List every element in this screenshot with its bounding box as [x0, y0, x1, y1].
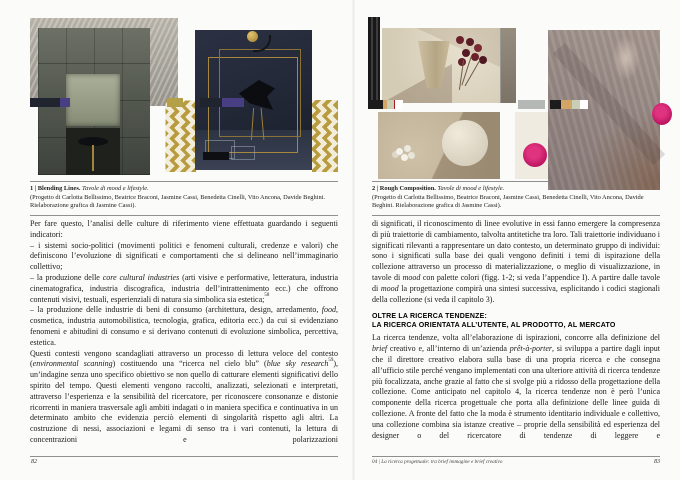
figure-caption-1: [30, 181, 338, 216]
pink-flower: [523, 143, 547, 167]
footer-rule: [30, 456, 338, 457]
running-title: 04 | La ricerca progettuale: tra brief immagine e brief creativo: [372, 459, 503, 465]
photo-edge-strip: [501, 28, 516, 103]
figure-number-title: 2 | Rough Composition.: [372, 185, 436, 192]
section-heading-line2: LA RICERCA ORIENTATA ALL’UTENTE, AL PRODOTTO, AL MERCATO: [372, 322, 616, 330]
alcove-recess: [66, 74, 120, 126]
palette-swatch: [368, 100, 383, 109]
figure-credit: (Progetto di Carlotta Bellissimo, Beatrice Braconi, Jasmine Cassi, Benedetta Cinelli, Vito Ancona, Davide Beghini. Rielaborazione grafica di Jasmine Cassi).: [372, 193, 644, 210]
palette-swatch: [167, 98, 183, 107]
body-paragraph: – la produzione delle industrie di beni di consumo (architettura, design, arredamento, food, cosmetica, industria automobilistica, tecnologia, grafica, editoria ecc.) da cui si evidenziano fenomeni e abitudini di consumo e si derivano contenuti di evoluzione simbolica, percettiva, estetica.: [30, 305, 338, 347]
page-number-left: 82: [31, 459, 37, 465]
caption-rule-bottom: [372, 215, 660, 216]
chevron-pattern-left: [165, 100, 196, 172]
footer-rule: [372, 456, 660, 457]
body-paragraph: di significati, il riconoscimento di linee evolutive in essi fanno emergere la compresenza di più traiettorie di cambiamento, talvolta antitetiche tra loro. Tali traiettorie individuano i significati rilevanti a rappresentare un dato contesto, un determinato gruppo di individui: sono i significati sulla base dei quali vengono definiti i temi di ispirazione della collezione attraverso un processo di materializzazione, o meglio di visualizzazione, in tavole di mood con palette colori (figg. 1-2; si veda l’appendice I). A partire dalle tavole di mood la progettazione compirà una sintesi successiva, esplicitando i codici stagionali della collezione (si veda il capitolo 3).: [372, 219, 660, 304]
palette-swatch: [550, 100, 561, 109]
photo-draped-figure: [548, 30, 660, 190]
caption-rule-bottom: [30, 215, 338, 216]
footer-line: [372, 459, 660, 465]
body-text-right: [372, 219, 660, 441]
chevron-pattern-right: [312, 100, 338, 172]
figure-subtitle: Tavole di mood e lifestyle.: [437, 185, 505, 192]
body-text-left: [30, 219, 338, 446]
pink-flower: [652, 103, 672, 125]
chevron-zigzag: [312, 100, 338, 172]
brass-stem: [92, 145, 94, 171]
section-heading-line1: OLTRE LA RICERCA TENDENZE:: [372, 313, 487, 321]
figure-1-blending-lines-moodboard: [30, 15, 342, 179]
palette-swatch: [200, 98, 222, 107]
body-paragraph: Per fare questo, l’analisi delle culture di riferimento viene effettuata guardando i seguenti indicatori:: [30, 219, 338, 239]
white-flower: [396, 148, 403, 155]
dark-slab: [203, 152, 229, 160]
section-heading: [372, 312, 660, 330]
flower-stem: [465, 60, 481, 86]
palette-swatch: [30, 98, 60, 107]
chevron-zigzag: [165, 100, 196, 172]
figure-2-rough-composition-moodboard: [368, 15, 664, 179]
body-paragraph: Questi contesti vengono scandagliati attraverso un processo di lettura veloce del contesto (environmental scanning) costituendo una “ricerca nel cielo blu” (blue sky research$^{59}$), un’indagine senza uno specifico obiettivo se non quello di catturare elementi significativi dello spirito del tempo. Questi elementi vengono raccolti, analizzati, selezionati e interpretati, attraverso l’esperienza e la sensibilità del ricercatore, per riconoscere consonanze e distonie ricorrenti in maniera trasversale agli ambiti indagati o in maniera specifica e continuativa in un determinato ambito che evidenzia perciò elementi di singolarità rispetto agli altri. La costruzione di nessi, associazioni e legami di senso tra i vari contenuti, la lettura di concentrazioni e polarizzazioni: [30, 348, 338, 444]
body-paragraph: – la produzione delle core cultural industries (arti visive e performative, letteratura, industria cinematografica, industria discografica, industria dell’intrattenimento ecc.) che offrono contenuti visivi, testuali, esperienziali di natura sia simbolica sia estetica;$^{58}$: [30, 272, 339, 304]
photo-stone-texture: [378, 112, 500, 179]
caption-title-line: [30, 185, 338, 194]
hand-highlight: [612, 36, 640, 80]
dark-niche: [66, 128, 120, 175]
right-page: [354, 0, 680, 480]
body-paragraph: – i sistemi socio-politici (movimenti politici e fenomeni culturali, credenze e valori) che definiscono l’evoluzione di significati e comportamenti che si delineano nell’immaginario collettivo;: [30, 240, 338, 272]
figure-number-title: 1 | Blending Lines.: [30, 185, 81, 192]
body-paragraph: La ricerca tendenze, volta all’elaborazione di ispirazioni, concorre alla definizione del brief creativo e, all’interno di un’azienda prêt-à-porter, si sviluppa a partire dagli input che il direttore creativo elabora sulla base di una propria ricerca e che consegna all’ufficio stile perché vengano implementati con una ulteriore attività di ricerca tendenze più focalizzata, anche grazie al fatto che si svolge più a ridosso della progettazione della collezione. Come anticipato nel capitolo 4, la ricerca tendenze non è però l’unica componente della ricerca progettuale che porta alla definizione delle linee guida di collezione. A fronte del fatto che la moda è strumento identitario individuale e collettivo, una collezione combina sia istanze creative – proprie della sensibilità ed esperienza del designer o del ricercatore di tendenze di leggere e: [372, 333, 661, 440]
page-number-right: 83: [654, 459, 660, 465]
photo-dark-slats: [368, 17, 380, 105]
white-boulder: [442, 120, 488, 166]
figure-credit: (Progetto di Carlotta Bellissimo, Beatrice Braconi, Jasmine Cassi, Benedetta Cinelli, Vito Ancona, Davide Beghini. Rielaborazione grafica di Jasmine Cassi).: [30, 193, 326, 210]
palette-swatch: [518, 100, 545, 109]
glass-box: [231, 146, 255, 160]
figure-subtitle: Tavole di mood e lifestyle.: [82, 185, 149, 192]
page-spine: [352, 0, 355, 480]
dried-flowers: [456, 36, 464, 44]
photo-ceramic-vase-still-life: [382, 28, 500, 103]
